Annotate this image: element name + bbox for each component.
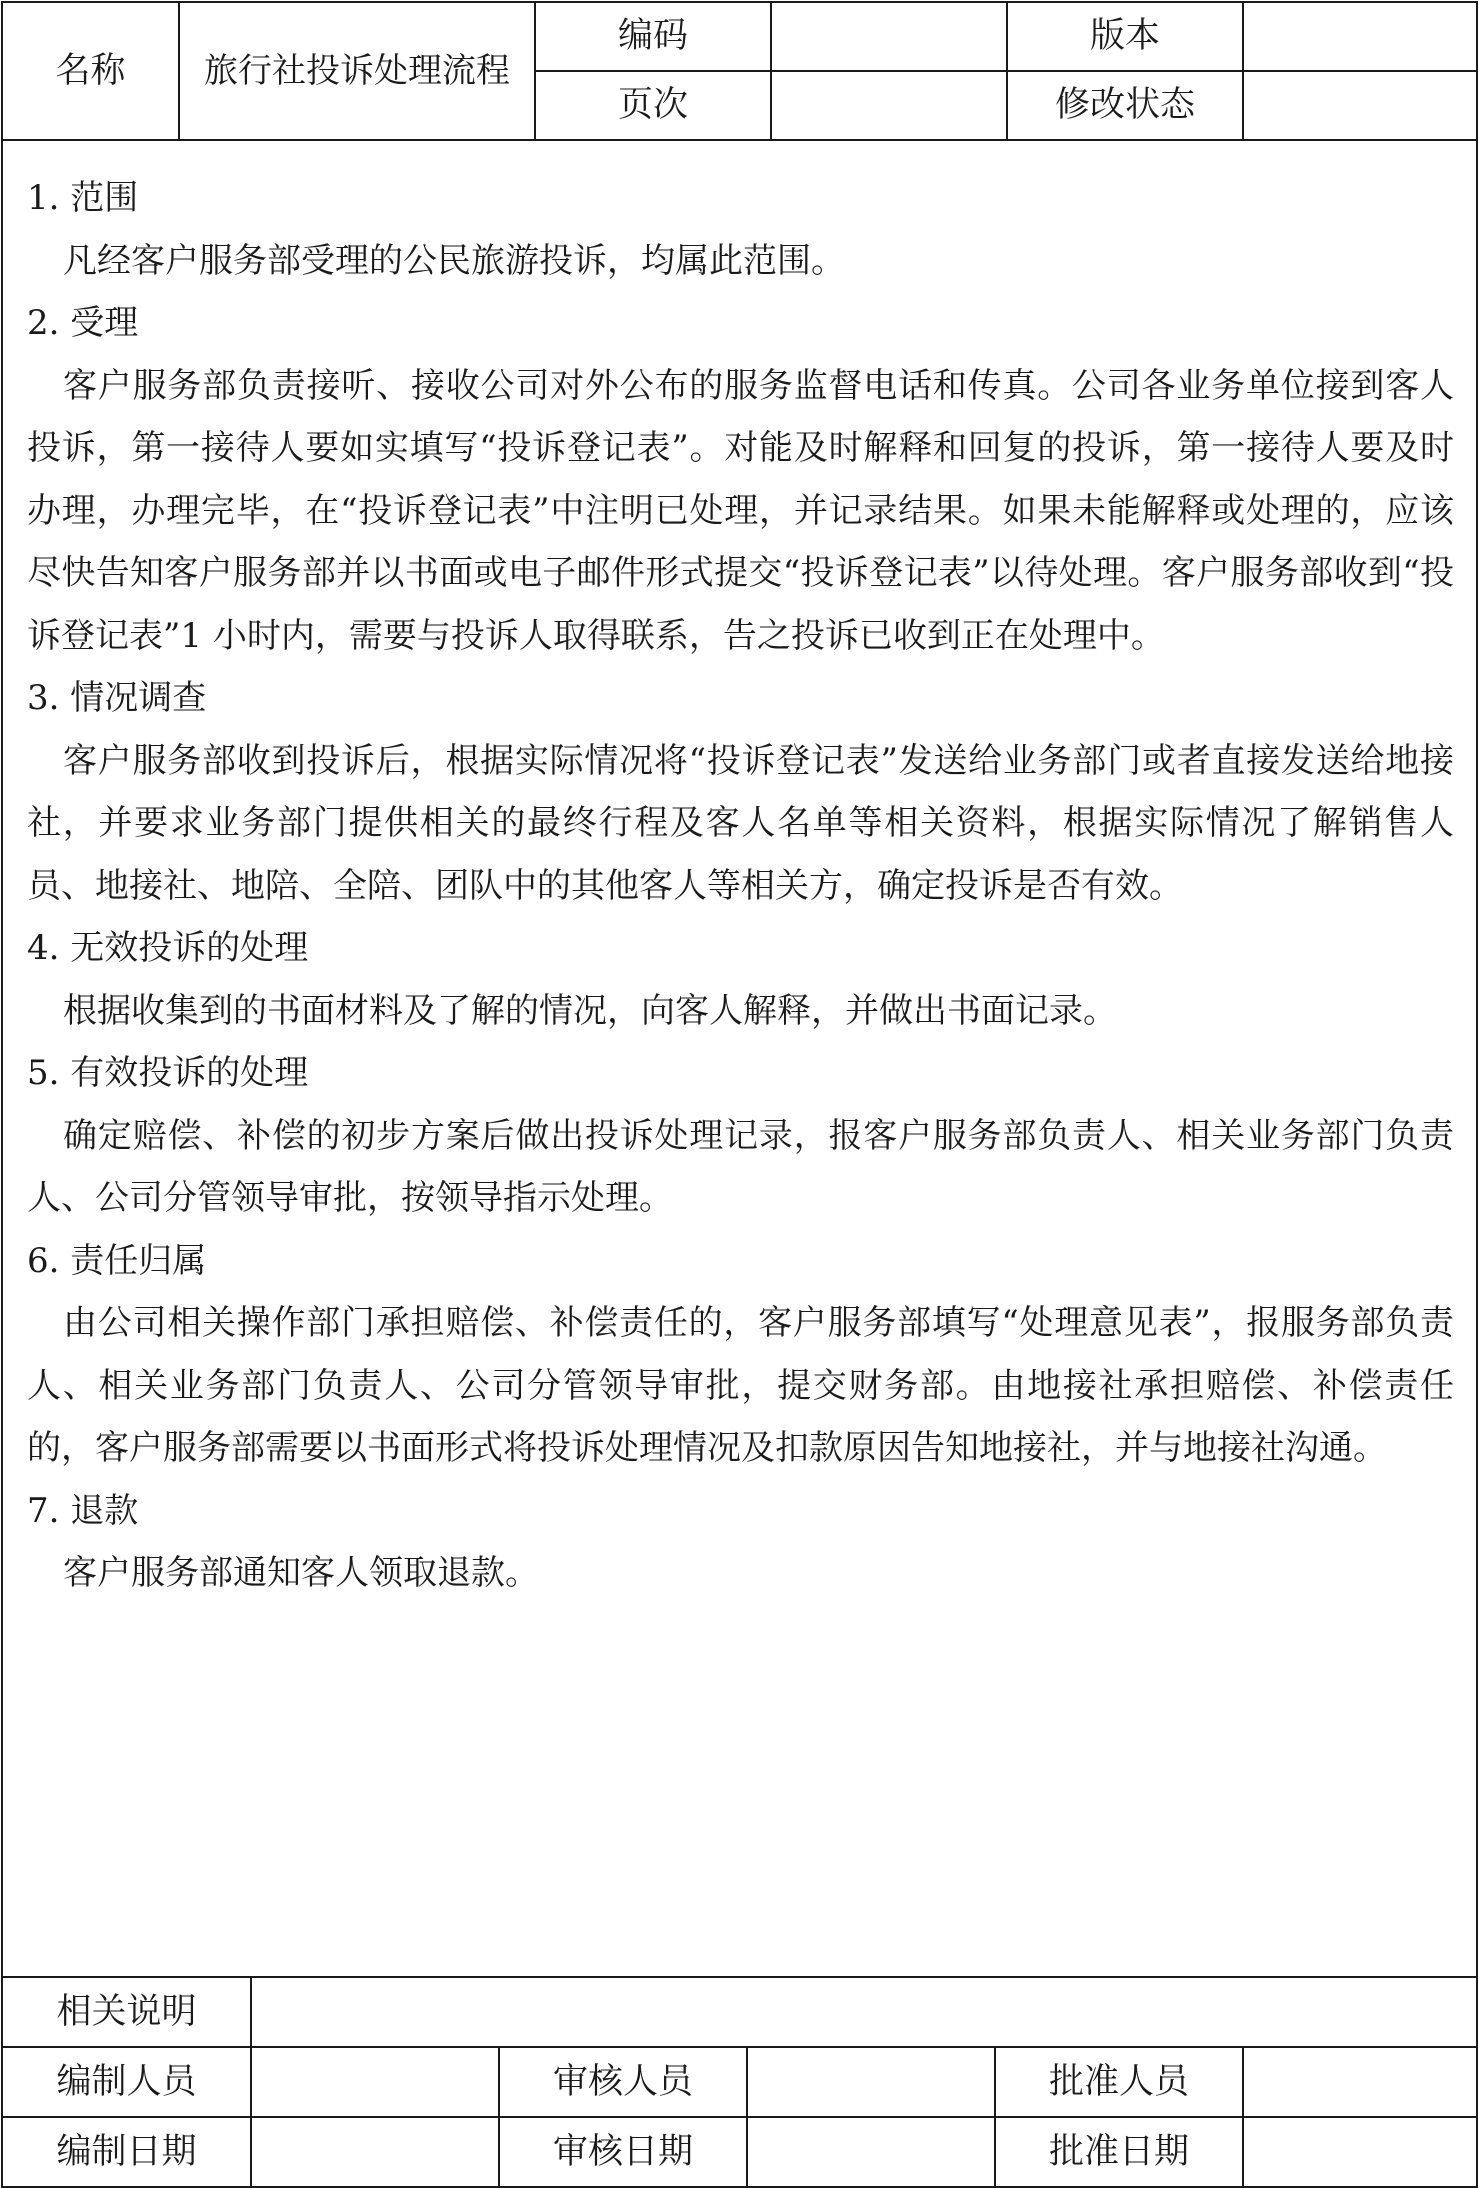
approver-value bbox=[1243, 2047, 1476, 2117]
name-label: 名称 bbox=[3, 3, 179, 140]
review-date-value bbox=[747, 2117, 995, 2186]
section-title: 6. 责任归属 bbox=[27, 1240, 207, 1281]
preparer-value bbox=[251, 2047, 499, 2117]
code-value bbox=[771, 3, 1007, 71]
section-title: 1. 范围 bbox=[27, 178, 139, 218]
page-value bbox=[771, 71, 1007, 140]
section-title: 2. 受理 bbox=[27, 303, 139, 343]
document-body bbox=[3, 143, 1476, 1975]
reviewer-label: 审核人员 bbox=[499, 2047, 747, 2117]
preparer-label: 编制人员 bbox=[3, 2047, 251, 2117]
version-label: 版本 bbox=[1007, 3, 1243, 71]
reviewer-value bbox=[747, 2047, 995, 2117]
section-title: 3. 情况调查 bbox=[27, 678, 207, 718]
approve-date-value bbox=[1243, 2117, 1476, 2186]
approver-label: 批准人员 bbox=[995, 2047, 1243, 2117]
section-paragraph: 客户服务部负责接听、接收公司对外公布的服务监督电话和传真。公司各业务单位接到客人投诉，第一接待人要如实填写“投诉登记表”。对能及时解释和回复的投诉，第一接待人要及时办理，办理完毕，在“投诉登记表”中注明已处理，并记录结果。如果未能解释或处理的，应该尽快告知客户服务部并以书面或电子邮件形式提交“投诉登记表”以待处理。客户服务部收到“投诉登记表”1 小时内，需要与投诉人取得联系，告之投诉已收到正在处理中。 bbox=[27, 365, 1454, 656]
section-paragraph: 凡经客户服务部受理的公民旅游投诉，均属此范围。 bbox=[63, 240, 845, 281]
section-title: 7. 退款 bbox=[27, 1490, 139, 1531]
document-page bbox=[1, 1, 1478, 2188]
page-label: 页次 bbox=[535, 71, 771, 140]
prep-date-label: 编制日期 bbox=[3, 2117, 251, 2186]
notes-label: 相关说明 bbox=[3, 1977, 251, 2047]
section-paragraph: 客户服务部收到投诉后，根据实际情况将“投诉登记表”发送给业务部门或者直接发送给地接社，并要求业务部门提供相关的最终行程及客人名单等相关资料，根据实际情况了解销售人员、地接社、地陪、全陪、团队中的其他客人等相关方，确定投诉是否有效。 bbox=[27, 740, 1454, 906]
notes-value bbox=[251, 1977, 1476, 2047]
section-title: 4. 无效投诉的处理 bbox=[27, 928, 309, 968]
code-label: 编码 bbox=[535, 3, 771, 71]
review-date-label: 审核日期 bbox=[499, 2117, 747, 2186]
revision-value bbox=[1243, 71, 1476, 140]
header-table bbox=[3, 3, 1476, 141]
section-paragraph: 根据收集到的书面材料及了解的情况，向客人解释，并做出书面记录。 bbox=[63, 990, 1117, 1031]
approve-date-label: 批准日期 bbox=[995, 2117, 1243, 2186]
document-title: 旅行社投诉处理流程 bbox=[179, 3, 535, 140]
section-paragraph: 客户服务部通知客人领取退款。 bbox=[63, 1553, 539, 1593]
section-title: 5. 有效投诉的处理 bbox=[27, 1053, 309, 1093]
footer-table bbox=[3, 1976, 1476, 2186]
revision-label: 修改状态 bbox=[1007, 71, 1243, 140]
section-paragraph: 确定赔偿、补偿的初步方案后做出投诉处理记录，报客户服务部负责人、相关业务部门负责人、公司分管领导审批，按领导指示处理。 bbox=[27, 1115, 1454, 1218]
version-value bbox=[1243, 3, 1476, 71]
prep-date-value bbox=[251, 2117, 499, 2186]
section-paragraph: 由公司相关操作部门承担赔偿、补偿责任的，客户服务部填写“处理意见表”，报服务部负责人、相关业务部门负责人、公司分管领导审批，提交财务部。由地接社承担赔偿、补偿责任的，客户服务部需要以书面形式将投诉处理情况及扣款原因告知地接社，并与地接社沟通。 bbox=[27, 1303, 1454, 1468]
